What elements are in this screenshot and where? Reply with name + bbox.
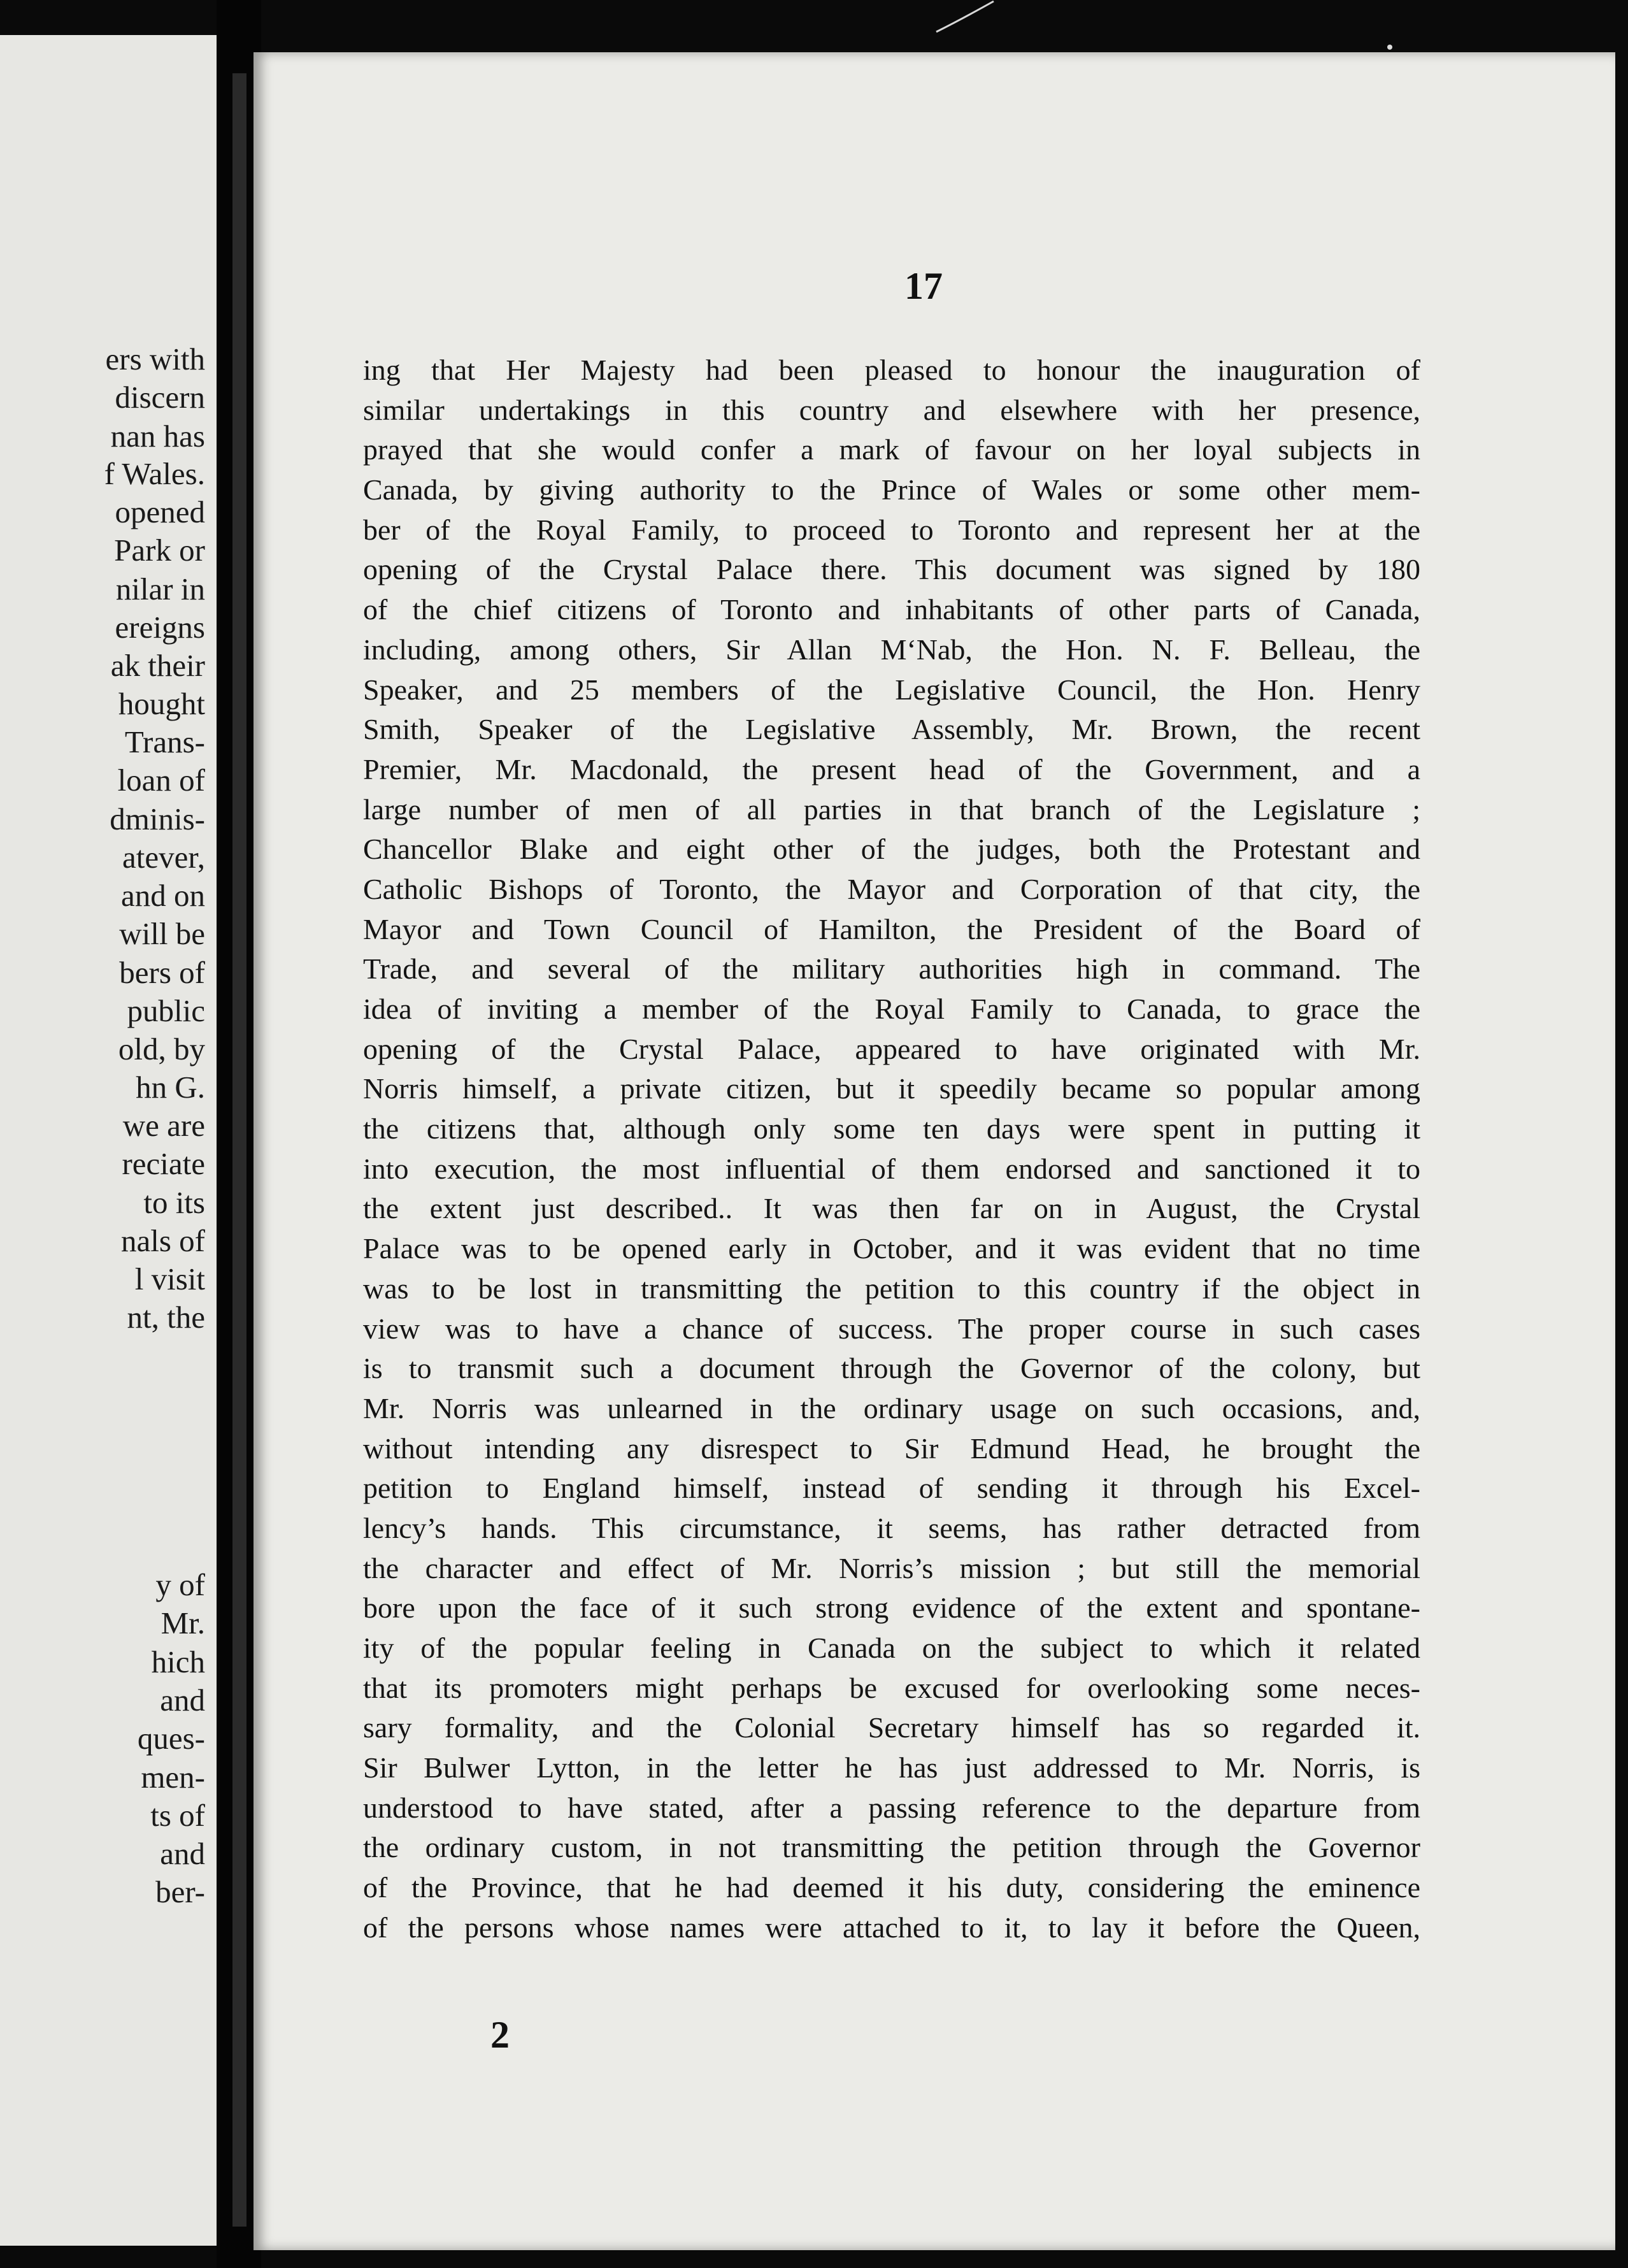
left-page-fragment: opened — [115, 494, 205, 529]
text-line: Chancellor Blake and eight other of the judges, both the Protestant and — [363, 833, 1420, 866]
text-line: Speaker, and 25 members of the Legislative Council, the Hon. Henry — [363, 673, 1420, 706]
text-line: sary formality, and the Colonial Secretary himself has so regarded it. — [363, 1711, 1420, 1744]
left-page-fragment: loan of — [117, 763, 205, 798]
text-line: opening of the Crystal Palace, appeared to have originated with Mr. — [363, 1032, 1420, 1065]
body-text — [363, 350, 1420, 1948]
text-line: into execution, the most influential of them endorsed and sanctioned it to — [363, 1152, 1420, 1185]
left-page-fragment: public — [127, 993, 205, 1028]
gutter-shadow — [232, 73, 246, 2227]
text-line: view was to have a chance of success. The proper course in such cases — [363, 1312, 1420, 1345]
left-page-fragment: we are — [122, 1108, 205, 1143]
left-page-fragment: to its — [143, 1185, 205, 1220]
text-line: of the persons whose names were attached to it, to lay it before the Queen, — [363, 1911, 1420, 1944]
text-line: prayed that she would confer a mark of favour on her loyal subjects in — [363, 433, 1420, 466]
left-page-fragment: ques- — [137, 1721, 205, 1756]
text-line: the character and effect of Mr. Norris’s mission ; but still the memorial — [363, 1551, 1420, 1584]
left-page-fragment: l visit — [134, 1261, 205, 1296]
scan-scratch-mark — [930, 0, 1006, 38]
text-line: opening of the Crystal Palace there. This document was signed by 180 — [363, 553, 1420, 586]
left-page-fragment: nt, the — [127, 1300, 205, 1335]
text-line: Smith, Speaker of the Legislative Assembly, Mr. Brown, the recent — [363, 713, 1420, 746]
left-page-fragment: ts of — [150, 1798, 205, 1833]
text-line: understood to have stated, after a passing reference to the departure from — [363, 1791, 1420, 1824]
text-line: ber of the Royal Family, to proceed to Toronto and represent her at the — [363, 513, 1420, 546]
left-page-fragment: hought — [118, 686, 205, 721]
text-line: the citizens that, although only some ten days were spent in putting it — [363, 1112, 1420, 1145]
text-line: Norris himself, a private citizen, but it speedily became so popular among — [363, 1072, 1420, 1105]
text-line: idea of inviting a member of the Royal Family to Canada, to grace the — [363, 993, 1420, 1025]
left-page-fragment: old, by — [118, 1031, 205, 1066]
text-line: Catholic Bishops of Toronto, the Mayor and Corporation of that city, the — [363, 872, 1420, 905]
text-line: ing that Her Majesty had been pleased to honour the inauguration of — [363, 354, 1420, 386]
text-line: lency’s hands. This circumstance, it seems, has rather detracted from — [363, 1511, 1420, 1544]
text-line: Canada, by giving authority to the Prince of Wales or some other mem- — [363, 473, 1420, 506]
left-page-fragment: and on — [121, 878, 205, 913]
text-line: Mayor and Town Council of Hamilton, the President of the Board of — [363, 912, 1420, 945]
left-page-fragment: nals of — [121, 1223, 205, 1258]
left-page-fragment: and — [160, 1683, 205, 1718]
left-page-fragment: y of — [155, 1567, 205, 1602]
left-page-fragment: nilar in — [115, 571, 205, 606]
left-page-fragment: hn G. — [136, 1070, 205, 1105]
text-line: bore upon the face of it such strong evidence of the extent and spontane- — [363, 1591, 1420, 1625]
left-page-fragment: f Wales. — [104, 456, 205, 491]
text-line: that its promoters might perhaps be excused for overlooking some neces- — [363, 1671, 1420, 1704]
text-line: the extent just described.. It was then far on in August, the Crystal — [363, 1192, 1420, 1225]
left-page-fragment: nan has — [110, 419, 205, 454]
left-page-fragment: and — [160, 1836, 205, 1871]
text-line: is to transmit such a document through the Governor of the colony, but — [363, 1352, 1420, 1385]
left-page-fragment: ak their — [110, 648, 205, 683]
text-line: including, among others, Sir Allan M‘Nab, the Hon. N. F. Belleau, the — [363, 633, 1420, 666]
left-page-fragment: Park or — [114, 533, 205, 568]
left-page-fragment: reciate — [122, 1146, 205, 1181]
left-page-fragment: Mr. — [161, 1605, 205, 1640]
scan-speck — [1387, 45, 1392, 50]
left-page-fragment: ber- — [155, 1874, 205, 1909]
text-line: of the Province, that he had deemed it his duty, considering the eminence — [363, 1871, 1420, 1904]
text-line: Palace was to be opened early in October, and it was evident that no time — [363, 1232, 1420, 1265]
text-line: Trade, and several of the military authorities high in command. The — [363, 952, 1420, 986]
text-line: similar undertakings in this country and elsewhere with her presence, — [363, 393, 1420, 426]
left-page-fragment: dminis- — [110, 801, 205, 836]
text-line: was to be lost in transmitting the petition to this country if the object in — [363, 1272, 1420, 1305]
signature-mark: 2 — [490, 2014, 510, 2056]
text-line: Premier, Mr. Macdonald, the present head of the Government, and a — [363, 752, 1420, 786]
text-line: Sir Bulwer Lytton, in the letter he has just addressed to Mr. Norris, is — [363, 1751, 1420, 1784]
text-line: the ordinary custom, in not transmitting the petition through the Governor — [363, 1831, 1420, 1864]
text-line: of the chief citizens of Toronto and inhabitants of other parts of Canada, — [363, 593, 1420, 626]
text-line: Mr. Norris was unlearned in the ordinary usage on such occasions, and, — [363, 1391, 1420, 1425]
page-number: 17 — [904, 265, 943, 307]
left-page-fragment: discern — [115, 380, 205, 415]
text-line: without intending any disrespect to Sir Edmund Head, he brought the — [363, 1432, 1420, 1465]
left-page-fragment: will be — [119, 916, 205, 951]
left-page-fragment: Trans- — [124, 724, 205, 759]
text-line: petition to England himself, instead of sending it through his Excel- — [363, 1472, 1420, 1505]
text-line: ity of the popular feeling in Canada on the subject to which it related — [363, 1632, 1420, 1664]
left-facing-page — [0, 35, 217, 2246]
left-page-fragment: ereigns — [115, 610, 205, 645]
left-page-fragment: men- — [141, 1760, 205, 1795]
left-page-fragment: hich — [151, 1644, 205, 1679]
left-page-fragment: atever, — [122, 840, 205, 875]
left-page-fragment: bers of — [119, 955, 205, 990]
text-line: large number of men of all parties in that branch of the Legislature ; — [363, 793, 1420, 826]
left-page-fragment: ers with — [105, 341, 205, 377]
